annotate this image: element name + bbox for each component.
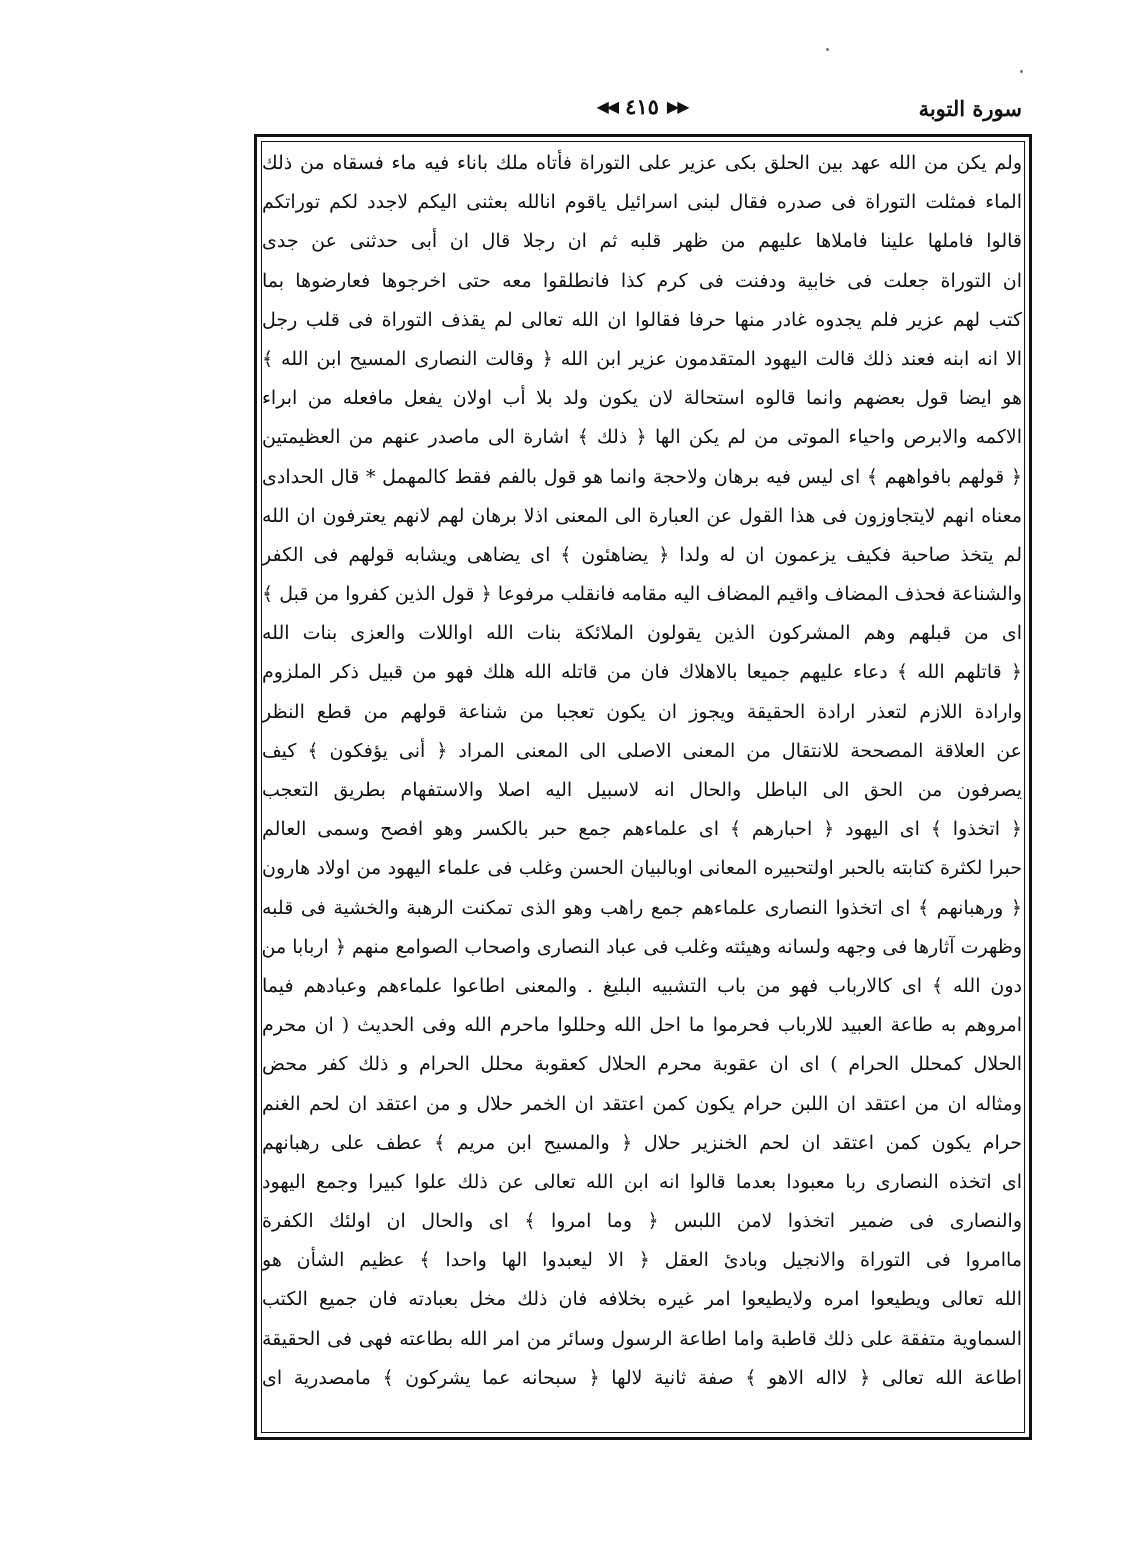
text-line: هو ايضا قول بعضهم وانما قالوه استحالة لان يكون ولد بلا أب اولان يفعل مافعله من ابراء <box>262 387 1022 410</box>
text-line: الا انه ابنه فعند ذلك قالت اليهود المتقدمون عزير ابن الله ﴿ وقالت النصارى المسيح ابن الله ﴾ <box>262 347 1022 370</box>
page-header <box>262 92 1022 132</box>
body-text <box>262 144 1022 1398</box>
text-line: كتب لهم عزير فلم يجدوه غادر منها حرفا فقالوا ان الله تعالى لم يقذف التوراة فى قلب رجل <box>262 308 1022 331</box>
text-line: اى من قبلهم وهم المشركون الذين يقولون الملائكة بنات الله اواللات والعزى بنات الله <box>262 622 1022 645</box>
speck-mark <box>826 48 829 51</box>
text-line: دون الله ﴾ اى كالارباب فهو من باب التشبيه البليغ . والمعنى اطاعوا علماءهم وعبادهم فيما <box>262 974 1022 997</box>
text-line: اطاعة الله تعالى ﴿ لااله الاهو ﴾ صفة ثانية لالها ﴿ سبحانه عما يشركون ﴾ مامصدرية اى <box>262 1366 1022 1389</box>
text-line: لم يتخذ صاحبة فكيف يزعمون ان له ولدا ﴿ يضاهئون ﴾ اى يضاهى ويشابه قولهم فى الكفر <box>262 543 1022 566</box>
text-line: عن العلاقة المصححة للانتقال من المعنى الاصلى الى المعنى المراد ﴿ أنى يؤفكون ﴾ كيف <box>262 739 1022 762</box>
text-line: ماامروا فى التوراة والانجيل وبادئ العقل ﴿ الا ليعبدوا الها واحدا ﴾ عظيم الشأن هو <box>262 1249 1022 1272</box>
text-line: والشناعة فحذف المضاف واقيم المضاف اليه مقامه فانقلب مرفوعا ﴿ قول الذين كفروا من قبل ﴾ <box>262 583 1022 606</box>
text-line: الماء فمثلت التوراة فى صدره فقال لبنى اسرائيل ياقوم انالله بعثنى اليكم لاجدد لكم توراتكم <box>262 191 1022 214</box>
surah-title: سورة التوبة <box>918 96 1022 121</box>
text-line: ومثاله ان من اعتقد ان اللبن حرام يكون كمن اعتقد ان الخمر حلال و من اعتقد ان لحم الغنم <box>262 1092 1022 1115</box>
text-line: ﴿ اتخذوا ﴾ اى اليهود ﴿ احبارهم ﴾ اى علماءهم جمع حبر بالكسر وهو افصح وسمى العالم <box>262 818 1022 841</box>
text-line: قالوا فاملها علينا فاملاها عليهم من ظهر قلبه ثم ان رجلا قال ان أبى حدثنى عن جدى <box>262 230 1022 253</box>
text-line: حرام يكون كمن اعتقد ان لحم الخنزير حلال ﴿ والمسيح ابن مريم ﴾ عطف على رهبانهم <box>262 1131 1022 1154</box>
text-line: الاكمه والابرص واحياء الموتى من لم يكن الها ﴿ ذلك ﴾ اشارة الى ماصدر عنهم من العظيمتين <box>262 426 1022 449</box>
text-line: اى اتخذه النصارى ربا معبودا بعدما قالوا انه ابن الله تعالى عن ذلك علوا كبيرا وجمع اليهود <box>262 1170 1022 1193</box>
text-line: معناه انهم لايتجاوزون فى هذا القول عن العبارة الى المعنى اذلا برهان لهم لانهم يعترفون ان الله <box>262 504 1022 527</box>
text-line: يصرفون من الحق الى الباطل والحال انه لاسبيل اليه اصلا والاستفهام بطريق التعجب <box>262 779 1022 801</box>
text-line: ولم يكن من الله عهد بين الحلق بكى عزير على التوراة فأتاه ملك باناء فيه ماء فسقاه من ذلك <box>262 152 1022 174</box>
page-number: ٤١٥ <box>625 94 659 119</box>
text-line: الحلال كمحلل الحرام ) اى ان عقوبة محرم الحلال كعقوبة محلل الحرام و ذلك كفر محض <box>262 1053 1022 1076</box>
text-line: الله تعالى ويطيعوا امره ولايطيعوا امر غيره بخلافه فان ذلك مخل بعبادته فان جميع الكتب <box>262 1288 1022 1311</box>
text-line: السماوية متفقة على ذلك قاطبة واما اطاعة الرسول وسائر من امر الله بطاعته فهى فى الحقيقة <box>262 1327 1022 1350</box>
text-line: حبرا لكثرة كتابته بالحبر اولتحبيره المعانى اوبالبيان الحسن وغلب فى علماء اليهود من اولاد هارون <box>262 857 1022 880</box>
speck-mark <box>1020 70 1023 73</box>
text-line: ان التوراة جعلت فى خابية ودفنت فى كرم كذا فانطلقوا معه حتى اخرجوها فعارضوها بما <box>262 269 1022 292</box>
text-line: ﴿ قاتلهم الله ﴾ دعاء عليهم جميعا بالاهلاك فان من قاتله الله هلك فهو من قبيل ذكر الملزوم <box>262 661 1022 684</box>
text-line: ﴿ ورهبانهم ﴾ اى اتخذوا النصارى علماءهم جمع راهب وهو الذى تمكنت الرهبة والخشية فى قلبه <box>262 896 1022 919</box>
ornament-left-icon: ◀◀ <box>596 97 618 116</box>
ornament-right-icon: ▶▶ <box>666 97 688 116</box>
text-line: وظهرت آثارها فى وجهه ولسانه وهيئته وغلب فى عباد النصارى واصحاب الصوامع منهم ﴿ اربابا من <box>262 935 1022 958</box>
page-number-block <box>596 94 687 119</box>
text-line: ﴿ قولهم بافواههم ﴾ اى ليس فيه برهان ولاحجة وانما هو قول بالفم فقط كالمهمل * قال الحدادى <box>262 465 1022 488</box>
text-line: وارادة اللازم لتعذر ارادة الحقيقة ويجوز ان يكون تعجبا من شناعة قولهم من قطع النظر <box>262 700 1022 723</box>
text-line: امروهم به طاعة العبيد للارباب فحرموا ما احل الله وحللوا ماحرم الله وفى الحديث ( ان محرم <box>262 1014 1022 1037</box>
text-line: والنصارى فى ضمير اتخذوا لامن اللبس ﴿ وما امروا ﴾ اى والحال ان اولئك الكفرة <box>262 1210 1022 1233</box>
